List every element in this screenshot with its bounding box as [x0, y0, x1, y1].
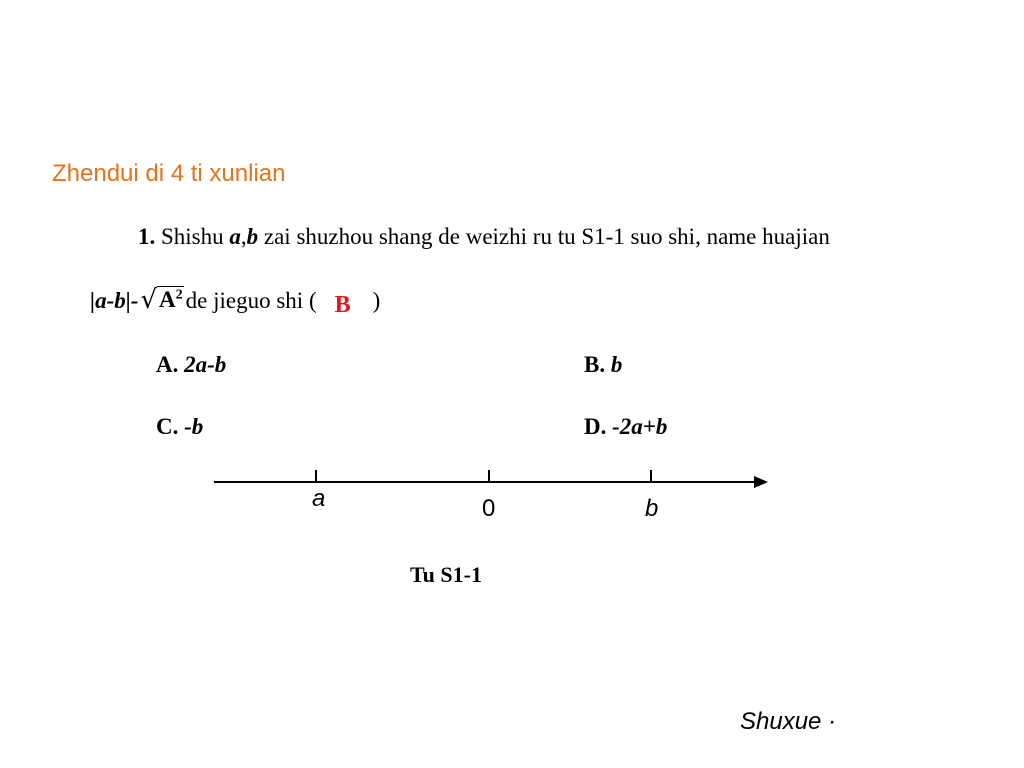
- option-c-value: -b: [184, 414, 204, 439]
- label-b: b: [645, 495, 659, 522]
- absolute-value-expression: |a-b|-: [90, 288, 139, 313]
- label-a: a: [312, 485, 326, 512]
- option-b-label: B.: [584, 352, 606, 377]
- option-c-label: C.: [156, 414, 179, 439]
- question-stem-part1: Shishu: [161, 224, 224, 249]
- close-paren: ): [372, 288, 381, 313]
- option-b-value: b: [610, 352, 623, 377]
- option-a-label: A.: [156, 352, 179, 377]
- figure-caption: Tu S1-1: [410, 562, 482, 587]
- option-d-value: -2a+b: [612, 414, 668, 439]
- number-line-arrow-icon: [754, 476, 768, 488]
- question-stem-part3: de jieguo shi (: [185, 288, 317, 313]
- question-number: 1.: [138, 224, 156, 249]
- footer-subject: Shuxue ·: [740, 708, 837, 735]
- variable-a: a: [229, 224, 241, 249]
- section-title: Zhendui di 4 ti xunlian: [52, 160, 286, 187]
- answer-choice: B: [334, 292, 351, 318]
- question-stem-part2: zai shuzhou shang de weizhi ru tu S1-1 suo shi, name huajian: [263, 224, 830, 249]
- option-d-label: D.: [584, 414, 607, 439]
- label-zero: 0: [482, 495, 496, 522]
- comma: ,: [240, 224, 247, 249]
- variable-b: b: [246, 224, 259, 249]
- option-a-value: 2a-b: [184, 352, 227, 377]
- radical-sign-icon: √: [140, 285, 158, 315]
- radicand-exponent: 2: [175, 287, 183, 303]
- radicand-base: A: [159, 287, 176, 312]
